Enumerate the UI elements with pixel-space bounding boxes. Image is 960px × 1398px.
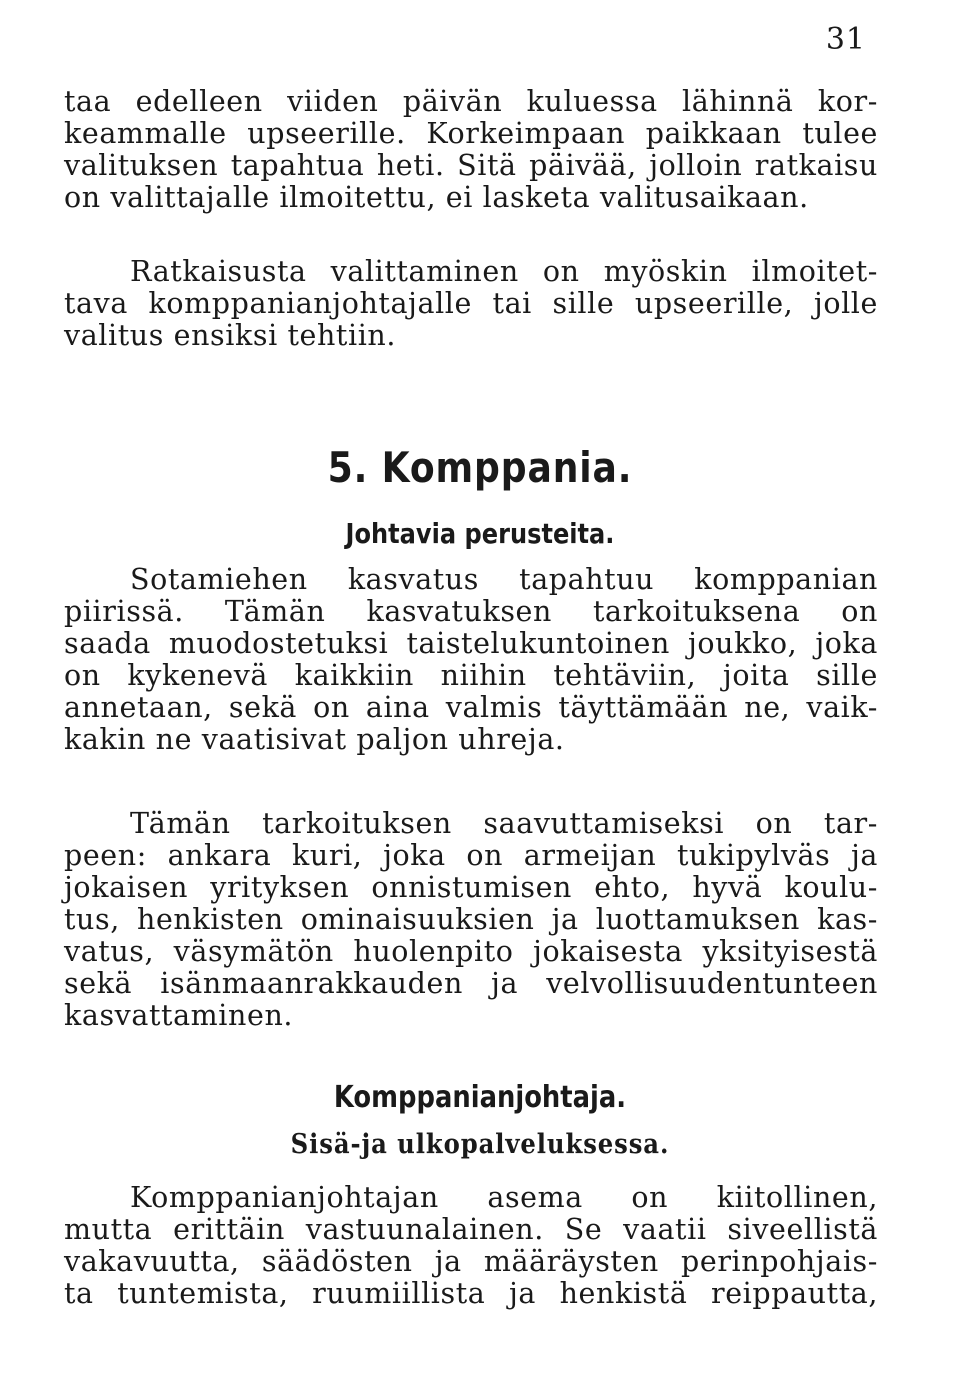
- text-line: tava komppanianjohtajalle tai sille upseerille, jolle: [64, 287, 878, 320]
- text-line: kasvattaminen.: [64, 999, 294, 1032]
- text-line: sekä isänmaanrakkauden ja velvollisuudentunteen: [64, 967, 878, 1000]
- text-line: tus, henkisten ominaisuuksien ja luottamuksen kas-: [64, 903, 878, 936]
- page-number: 31: [825, 22, 866, 57]
- text-line: Tämän tarkoituksen saavuttamiseksi on tar-: [130, 807, 878, 840]
- text-line: valituksen tapahtua heti. Sitä päivää, jolloin ratkaisu: [64, 149, 878, 182]
- text-line: taa edelleen viiden päivän kuluessa lähinnä kor-: [64, 85, 878, 118]
- text-line: on valittajalle ilmoitettu, ei lasketa valitusaikaan.: [64, 181, 809, 214]
- text-line: peen: ankara kuri, joka on armeijan tukipylväs ja: [64, 839, 878, 872]
- text-line: ta tuntemista, ruumiillista ja henkistä reippautta,: [64, 1277, 878, 1310]
- text-line: Ratkaisusta valittaminen on myöskin ilmoitet-: [130, 255, 878, 288]
- text-line: kakin ne vaatisivat paljon uhreja.: [64, 723, 565, 756]
- paragraph-5: [64, 1182, 878, 1310]
- text-line: Sotamiehen kasvatus tapahtuu komppanian: [130, 563, 878, 596]
- paragraph-3: [64, 564, 878, 756]
- section-title: 5. Komppania.: [327, 443, 633, 492]
- text-line: saada muodostetuksi taistelukuntoinen joukko, joka: [64, 627, 878, 660]
- text-line: mutta erittäin vastuunalainen. Se vaatii siveellistä: [64, 1213, 878, 1246]
- section-subtitle: Johtavia perusteita.: [345, 517, 615, 550]
- text-line: vakavuutta, säädösten ja määräysten perinpohjais-: [64, 1245, 878, 1278]
- subsection-title: Komppanianjohtaja.: [333, 1080, 627, 1115]
- text-line: on kykenevä kaikkiin niihin tehtäviin, joita sille: [64, 659, 878, 692]
- text-line: piirissä. Tämän kasvatuksen tarkoituksena on: [64, 595, 878, 628]
- text-line: Komppanianjohtajan asema on kiitollinen,: [130, 1181, 878, 1214]
- text-line: vatus, väsymätön huolenpito jokaisesta yksityisestä: [64, 935, 878, 968]
- paragraph-4: [64, 808, 878, 1032]
- text-line: valitus ensiksi tehtiin.: [64, 319, 397, 352]
- text-line: jokaisen yrityksen onnistumisen ehto, hyvä koulu-: [64, 871, 878, 904]
- subsection-subtitle: Sisä-ja ulkopalveluksessa.: [290, 1129, 670, 1160]
- text-line: annetaan, sekä on aina valmis täyttämään ne, vaik-: [64, 691, 878, 724]
- paragraph-2: [64, 256, 878, 352]
- text-line: keammalle upseerille. Korkeimpaan paikkaan tulee: [64, 117, 878, 150]
- paragraph-1: [64, 86, 878, 214]
